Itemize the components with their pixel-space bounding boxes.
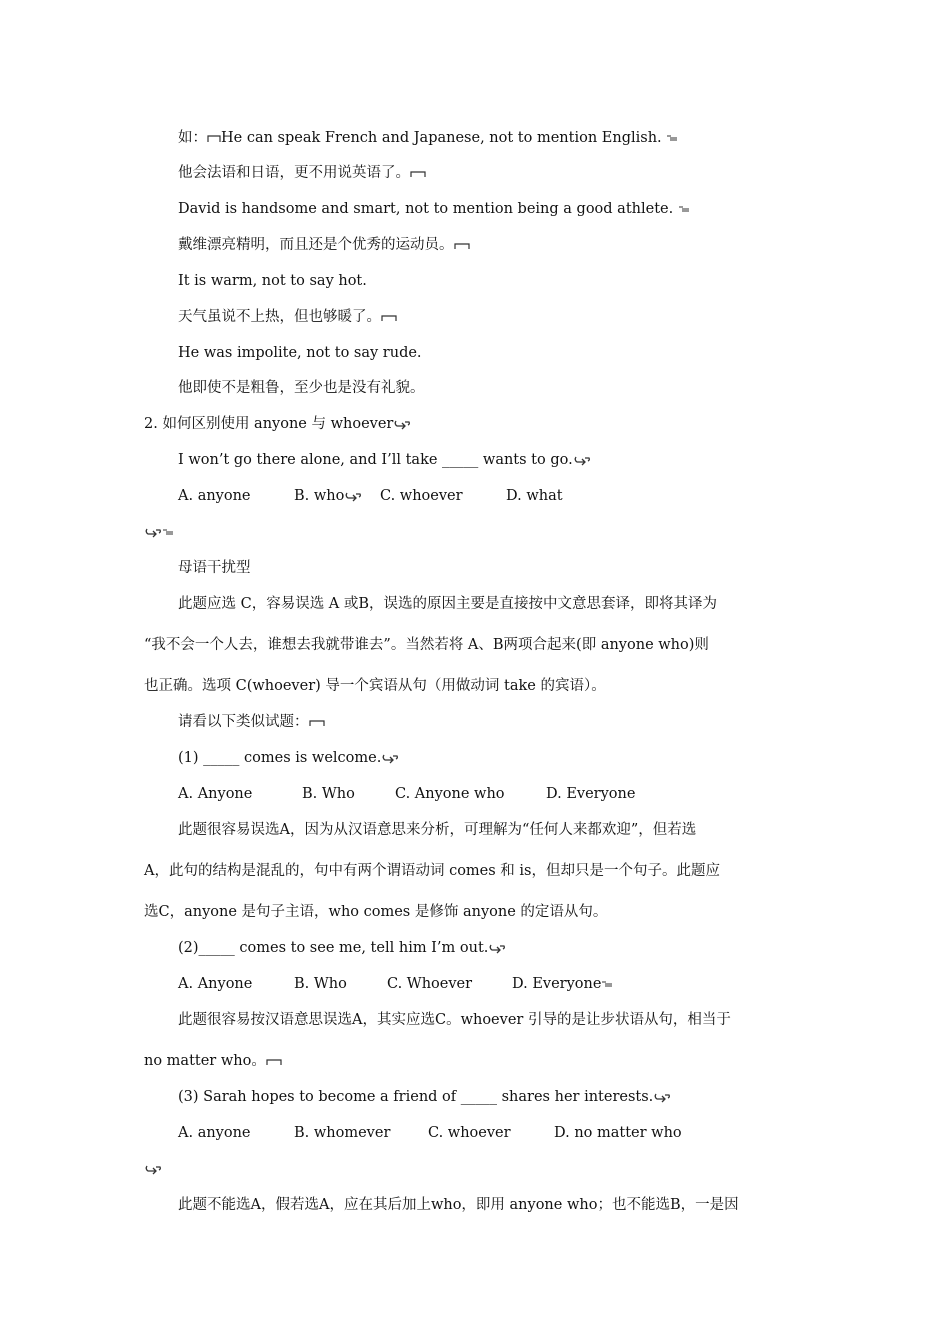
q3-option-d	[554, 1123, 682, 1143]
q1-option-d	[546, 784, 635, 804]
explanation-2-line-2	[144, 861, 720, 881]
q1-option-c	[395, 784, 505, 804]
explanation-2-line-1	[178, 820, 696, 840]
bracket-mark-icon	[410, 167, 426, 179]
q3-option-a	[178, 1123, 251, 1143]
text: B. Who	[294, 976, 347, 992]
q2-option-c	[387, 974, 472, 994]
text: 母语干扰型	[178, 560, 251, 576]
translation-line-4	[178, 378, 425, 398]
text: D. Everyone	[546, 786, 636, 802]
text: I won’t go there alone, and I’ll take _____ wants to go.	[178, 452, 573, 468]
text: A. Anyone	[178, 786, 253, 802]
text: 请看以下类似试题：	[178, 714, 309, 730]
marks-line	[144, 522, 174, 542]
q2-option-d	[512, 974, 613, 994]
q2-option-b	[294, 974, 347, 994]
q1-option-a	[178, 784, 252, 804]
q3-option-b	[294, 1123, 390, 1143]
marks-line-2	[144, 1159, 162, 1179]
return-arrow-icon	[381, 752, 399, 764]
text: 他即使不是粗鲁，至少也是没有礼貌。	[178, 380, 425, 396]
translation-line-3	[178, 307, 397, 327]
option-a	[178, 486, 251, 506]
text: 戴维漂亮精明，而且还是个优秀的运动员。	[178, 237, 454, 253]
text: 选C，anyone 是句子主语，who comes 是修饰 anyone 的定语从句。	[144, 904, 608, 920]
text: B. whomever	[294, 1125, 391, 1141]
option-d	[506, 486, 563, 506]
return-arrow-icon	[573, 454, 591, 466]
explanation-1-line-2	[144, 635, 709, 655]
question-3	[178, 1087, 671, 1107]
text: 如：	[178, 130, 207, 146]
return-arrow-icon	[653, 1091, 671, 1103]
text: 此题应选 C，容易误选 A 或B，误选的原因主要是直接按中文意思套译，即将其译为	[178, 596, 718, 612]
bracket-mark-icon	[309, 716, 325, 728]
explanation-2-line-3	[144, 902, 607, 922]
text: “我不会一个人去，谁想去我就带谁去”。当然若将 A、B两项合起来(即 anyone who)则	[144, 637, 709, 653]
return-arrow-icon	[144, 526, 162, 538]
text: 他会法语和日语，更不用说英语了。	[178, 165, 410, 181]
example-line-1	[178, 128, 678, 148]
section-heading	[144, 414, 411, 434]
explanation-4-line-1	[178, 1195, 739, 1215]
paragraph-end-icon	[678, 204, 690, 214]
paragraph-end-icon	[162, 527, 174, 537]
option-c	[380, 486, 463, 506]
example-line-2	[178, 199, 690, 219]
paragraph-end-icon	[666, 133, 678, 143]
text: D. Everyone	[512, 976, 602, 992]
text: C. whoever	[428, 1125, 511, 1141]
text: 2. 如何区别使用 anyone 与 whoever	[144, 416, 394, 432]
text: A，此句的结构是混乱的，句中有两个谓语动词 comes 和 is，但却只是一个句子。此题应	[144, 863, 720, 879]
text: D. no matter who	[554, 1125, 682, 1141]
text: A. anyone	[178, 488, 251, 504]
text: C. Anyone who	[395, 786, 505, 802]
text: B. who	[294, 488, 345, 504]
text: (3) Sarah hopes to become a friend of _____ shares her interests.	[178, 1089, 654, 1105]
bracket-mark-icon	[381, 311, 397, 323]
text: 也正确。选项 C(whoever) 导一个宾语从句（用做动词 take 的宾语）。	[144, 678, 606, 694]
bracket-mark-icon	[207, 132, 221, 144]
q2-option-a	[178, 974, 252, 994]
question-line	[178, 450, 591, 470]
example-line-3	[178, 271, 367, 291]
text: no matter who。	[144, 1053, 266, 1069]
question-1	[178, 748, 399, 768]
text: B. Who	[302, 786, 355, 802]
bracket-mark-icon	[266, 1055, 282, 1067]
text: David is handsome and smart, not to mention being a good athlete.	[178, 201, 674, 217]
category-label	[178, 558, 251, 578]
explanation-1-line-3	[144, 676, 606, 696]
return-arrow-icon	[488, 942, 506, 954]
example-line-4	[178, 343, 422, 363]
text: It is warm, not to say hot.	[178, 273, 367, 289]
return-arrow-icon	[144, 1163, 162, 1175]
question-2	[178, 938, 506, 958]
text: A. Anyone	[178, 976, 253, 992]
text: 天气虽说不上热，但也够暖了。	[178, 309, 381, 325]
text: He can speak French and Japanese, not to mention English.	[221, 130, 662, 146]
option-b	[294, 486, 362, 506]
text: 此题很容易按汉语意思误选A，其实应选C。whoever 引导的是让步状语从句，相当于	[178, 1012, 731, 1028]
text: D. what	[506, 488, 563, 504]
explanation-3-line-2	[144, 1051, 282, 1071]
text: 此题很容易误选A，因为从汉语意思来分析，可理解为“任何人来都欢迎”，但若选	[178, 822, 697, 838]
explanation-1-line-1	[178, 594, 717, 614]
text: 此题不能选A，假若选A，应在其后加上who，即用 anyone who；也不能选B，一是因	[178, 1197, 739, 1213]
text: (1) _____ comes is welcome.	[178, 750, 382, 766]
text: C. Whoever	[387, 976, 473, 992]
return-arrow-icon	[344, 490, 362, 502]
translation-line-1	[178, 163, 426, 183]
explanation-3-line-1	[178, 1010, 731, 1030]
paragraph-end-icon	[601, 979, 613, 989]
translation-line-2	[178, 235, 470, 255]
similar-questions-heading	[178, 712, 325, 732]
bracket-mark-icon	[454, 239, 470, 251]
return-arrow-icon	[393, 418, 411, 430]
text: C. whoever	[380, 488, 463, 504]
text: He was impolite, not to say rude.	[178, 345, 422, 361]
text: (2)_____ comes to see me, tell him I’m out.	[178, 940, 489, 956]
q1-option-b	[302, 784, 355, 804]
text: A. anyone	[178, 1125, 251, 1141]
q3-option-c	[428, 1123, 511, 1143]
